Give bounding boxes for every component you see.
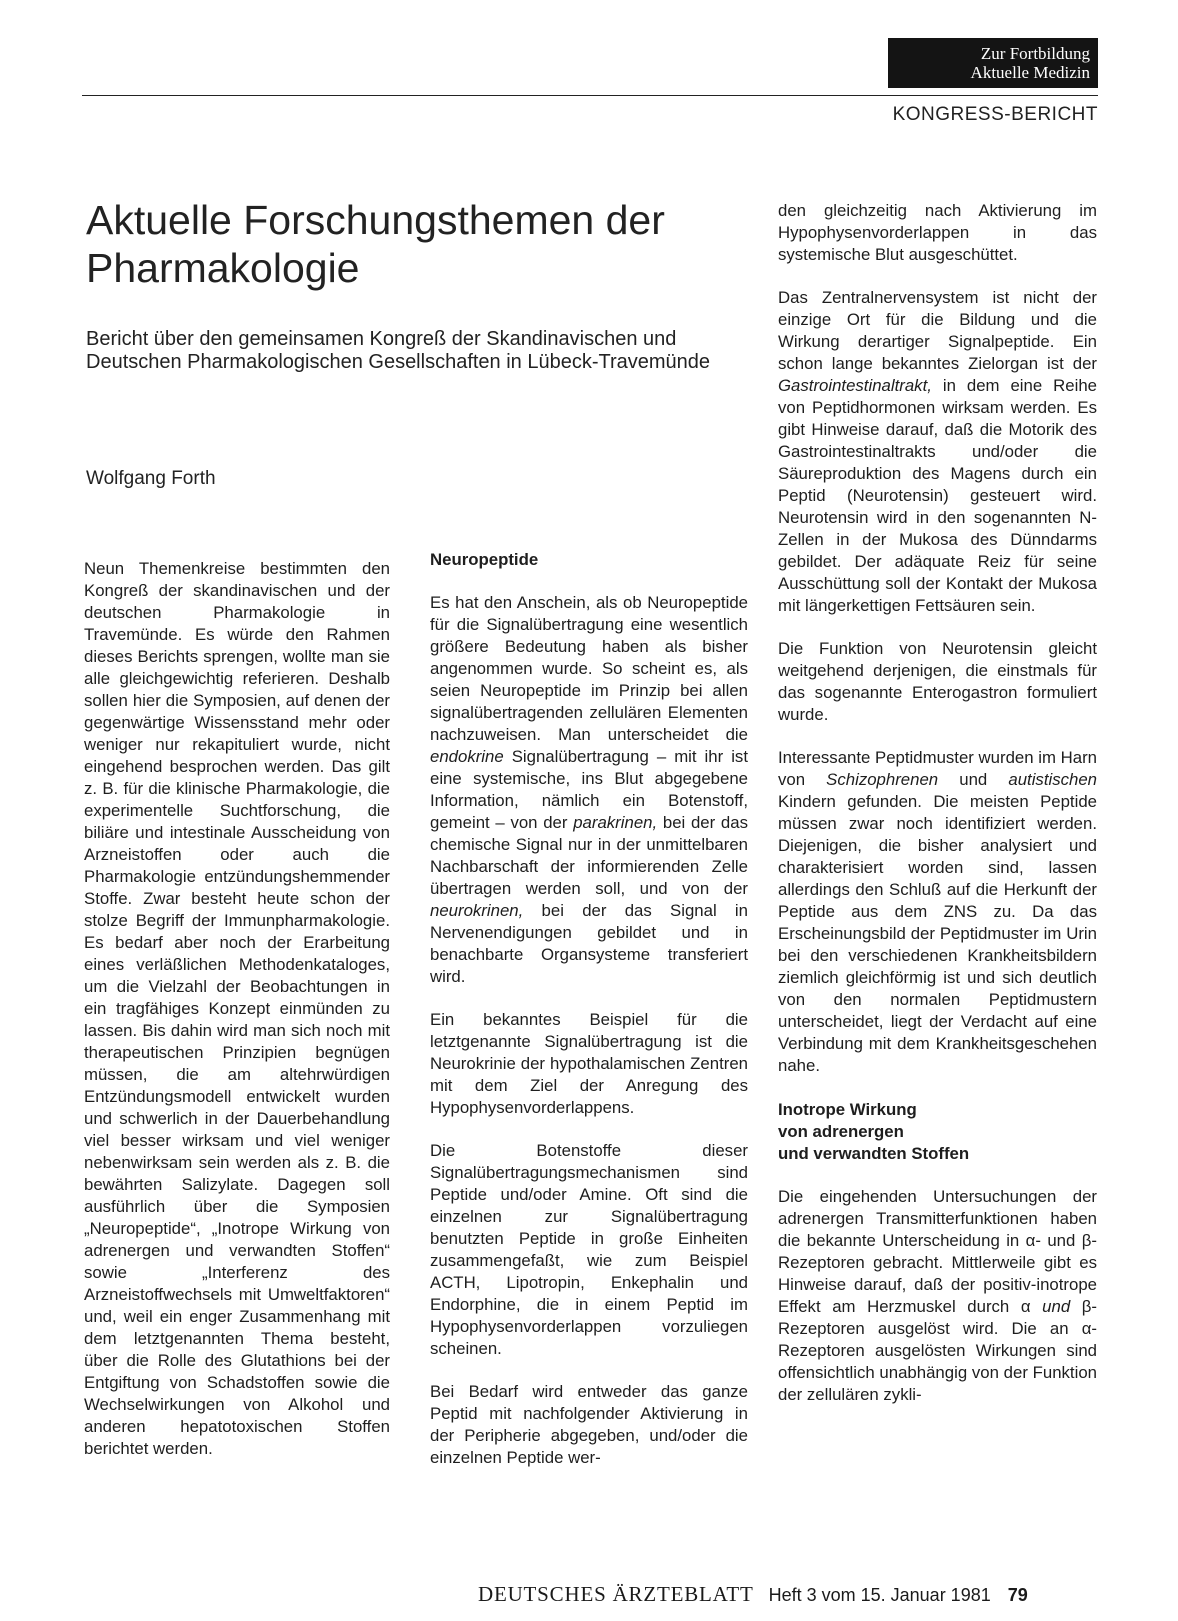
section-badge [888,38,1098,88]
header-rule [82,95,1098,96]
article-author: Wolfgang Forth [86,468,216,489]
body-column-1 [84,558,390,1481]
section-heading-inotrope-wirkung: Inotrope Wirkung von adrenergen und verwandten Stoffen [778,1100,970,1163]
badge-line-1: Zur Fortbildung [980,44,1090,63]
paragraph: den gleichzeitig nach Aktivierung im Hypophysenvorderlappen in das systemische Blut ausgeschüttet. [778,201,1097,264]
paragraph: Bei Bedarf wird entweder das ganze Peptid mit nachfolgender Aktivierung in der Peripherie abgegeben, und/oder die einzelnen Peptide wer- [430,1382,748,1467]
paragraph: Die Funktion von Neurotensin gleicht weitgehend derjenigen, die einstmals für das sogenannte Enterogastron formuliert wurde. [778,639,1097,724]
section-heading-neuropeptide: Neuropeptide [430,550,539,569]
article-subtitle: Bericht über den gemeinsamen Kongreß der Skandinavischen und Deutschen Pharmakologischen Gesellschaften in Lübeck-Travemünde [86,328,711,373]
paragraph: Interessante Peptidmuster wurden im Harn von Schizophrenen und autistischen Kindern gefunden. Die meisten Peptide müssen zwar noch identifiziert werden. Diejenigen, die bisher analysiert und charakterisiert worden sind, lassen allerdings den Schluß auf die Herkunft der Peptide aus dem ZNS zu. Da das Erscheinungsbild der Peptidmuster im Urin bei den verschiedenen Krankheitsbildern ziemlich gleichförmig ist und sich deutlich von den normalen Peptidmustern unterscheidet, liegt der Verdacht auf eine Verbindung mit dem Krankheitsgeschehen nahe. [778,748,1097,1075]
journal-name: DEUTSCHES ÄRZTEBLATT [478,1582,754,1606]
paragraph: Die eingehenden Untersuchungen der adrenergen Transmitterfunktionen haben die bekannte Unterscheidung in α- und β-Rezeptoren gebracht. Mittlerweile gibt es Hinweise darauf, daß der positiv-inotrope Effekt am Herzmuskel durch α und β-Rezeptoren ausgelöst wird. Die an α-Rezeptoren ausgelösten Wirkungen sind offensichtlich unabhängig von der Funktion der zellulären zykli- [778,1187,1097,1404]
page-number: 79 [1007,1585,1028,1605]
paragraph: Die Botenstoffe dieser Signalübertragungsmechanismen sind Peptide und/oder Amine. Oft sind die einzelnen zur Signalübertragung benutzten Peptide in große Einheiten zusammengefaßt, wie zum Beispiel ACTH, Lipotropin, Enkephalin und Endorphine, die in einem Peptid im Hypophysenvorderlappen vorzuliegen scheinen. [430,1141,748,1358]
section-label: KONGRESS-BERICHT [892,104,1098,125]
paragraph: Das Zentralnervensystem ist nicht der einzige Ort für die Bildung und die Wirkung derartiger Signalpeptide. Ein schon lange bekanntes Zielorgan ist der Gastrointestinaltrakt, in dem eine Reihe von Peptidhormonen wirksam werden. Es gibt Hinweise darauf, daß die Motorik des Gastrointestinaltrakts und/oder die Säureproduktion des Magens durch ein Peptid (Neurotensin) gesteuert wird. Neurotensin wird in den sogenannten N-Zellen in der Mukosa des Dünndarms gebildet. Der adäquate Reiz für seine Ausschüttung soll der Kontakt der Mukosa mit längerkettigen Fettsäuren sein. [778,288,1097,615]
body-column-2 [430,549,748,1490]
page-footer [478,1582,1098,1607]
paragraph: Ein bekanntes Beispiel für die letztgenannte Signalübertragung ist die Neurokrinie der hypothalamischen Zentren mit dem Ziel der Anregung des Hypophysenvorderlappens. [430,1010,748,1117]
body-column-3 [778,200,1097,1427]
article-title: Aktuelle Forschungsthemen der Pharmakologie [86,197,665,291]
paragraph: Neun Themenkreise bestimmten den Kongreß der skandinavischen und der deutschen Pharmakologie in Travemünde. Es würde den Rahmen dieses Berichts sprengen, wollte man sie alle gleichgewichtig referieren. Deshalb sollen hier die Symposien, auf denen der gegenwärtige Wissensstand mehr oder weniger nur rekapituliert wurde, nicht eingehend besprochen werden. Das gilt z. B. für die klinische Pharmakologie, die experimentelle Suchtforschung, die biliäre und intestinale Ausscheidung von Arzneistoffen oder auch die Pharmakologie entzündungshemmender Stoffe. Zwar besteht heute schon der stolze Begriff der Immunpharmakologie. Es bedarf aber noch der Erarbeitung eines verläßlichen Methodenkataloges, um die Vielzahl der Beobachtungen in ein tragfähiges Konzept einmünden zu lassen. Bis dahin wird man sich noch mit therapeutischen Prinzipien begnügen müssen, die am altehrwürdigen Entzündungsmodell entwickelt wurden und schwerlich in der Dauerbehandlung viel besser wirksam und viel weniger nebenwirksam sein werden als z. B. die bewährten Salizylate. Dagegen soll ausführlich über die Symposien „Neuropeptide“, „Inotrope Wirkung von adrenergen und verwandten Stoffen“ sowie „Interferenz des Arzneistoffwechsels mit Umweltfaktoren“ und, weil ein enger Zusammenhang mit dem letztgenannten Thema besteht, über die Rolle des Glutathions bei der Entgiftung von Schadstoffen sowie die Wechselwirkungen von Alkohol und anderen hepatotoxischen Stoffen berichtet werden. [84,559,390,1458]
badge-line-2: Aktuelle Medizin [970,63,1090,82]
issue-info: Heft 3 vom 15. Januar 1981 [768,1585,991,1605]
paragraph: Es hat den Anschein, als ob Neuropeptide für die Signalübertragung eine wesentlich größere Bedeutung haben als bisher angenommen wurde. So scheint es, als seien Neuropeptide im Prinzip bei allen signalübertragenden zellulären Elementen nachzuweisen. Man unterscheidet die endokrine Signalübertragung – mit ihr ist eine systemische, ins Blut abgegebene Information, nämlich ein Botenstoff, gemeint – von der parakrinen, bei der das chemische Signal nur in der unmittelbaren Nachbarschaft der informierenden Zelle übertragen werden soll, und von der neurokrinen, bei der das Signal in Nervenendigungen gebildet und in benachbarte Organsysteme transferiert wird. [430,593,748,986]
